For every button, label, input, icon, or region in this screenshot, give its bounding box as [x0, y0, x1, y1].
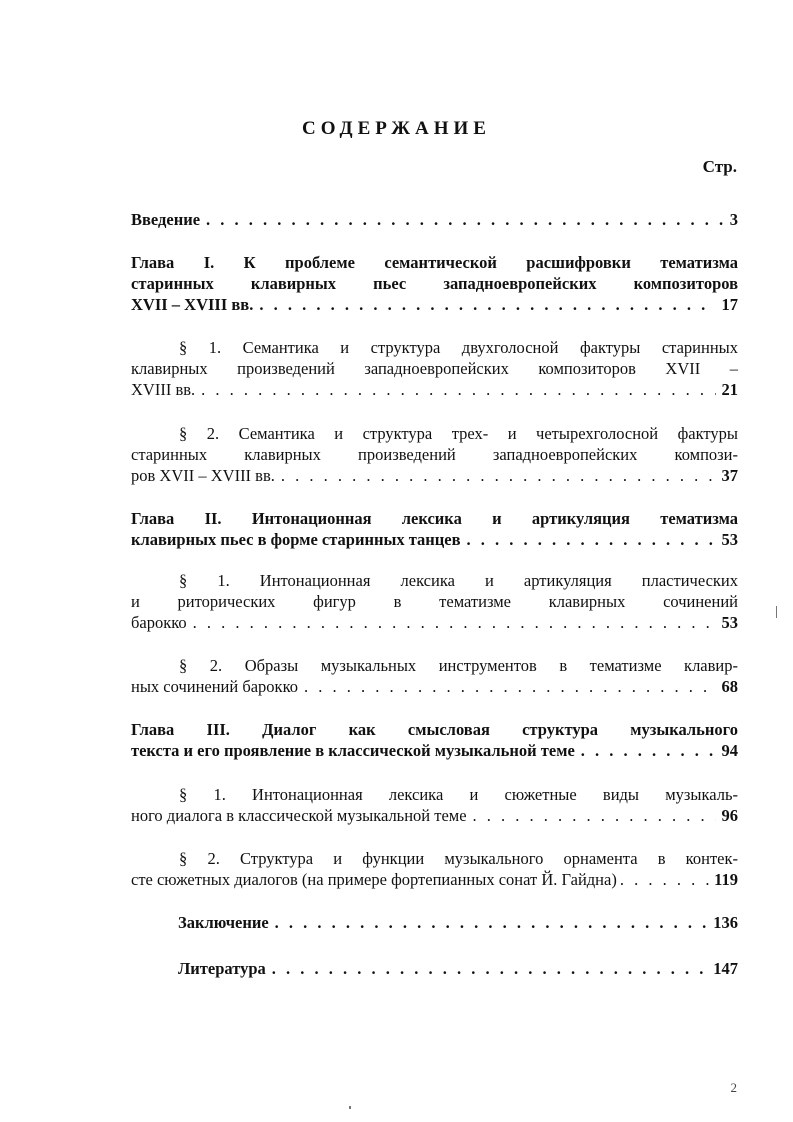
toc-leader-dots: [467, 529, 716, 550]
toc-entry-line: Глава II. Интонационная лексика и артикуляция тематизма: [131, 509, 738, 528]
toc-entry-title: ров XVII – XVIII вв.: [131, 466, 275, 485]
toc-entry-title: текста и его проявление в классической музыкальной теме: [131, 741, 575, 760]
toc-page-number: 53: [721, 613, 738, 632]
toc-page-number: 21: [721, 380, 738, 399]
toc-leader-dots: [581, 740, 716, 761]
pages-column-label: Стр.: [702, 157, 737, 176]
toc-entry-title: Заключение: [178, 913, 269, 932]
toc-entry-title: XVIII вв.: [131, 380, 196, 399]
toc-entry-title: ного диалога в классической музыкальной теме: [131, 806, 467, 825]
toc-leader-dots: [272, 958, 707, 979]
toc-entry-title: ных сочинений барокко: [131, 677, 298, 696]
toc-entry-title: Литература: [178, 959, 266, 978]
toc-page-number: 119: [714, 870, 738, 889]
toc-leader-dots: [281, 465, 716, 486]
toc-entry-title: Введение: [131, 210, 201, 229]
toc-leader-dots: [304, 676, 716, 697]
toc-leader-dots: [201, 379, 715, 400]
toc-entry-line: клавирных произведений западноевропейских композиторов XVII –: [131, 359, 738, 378]
toc-leader-dots: [193, 612, 716, 633]
toc-entry-introduction: [131, 209, 738, 230]
toc-entry-line: § 1. Интонационная лексика и артикуляция пластических: [179, 571, 738, 590]
toc-page-number: 147: [713, 959, 738, 978]
toc-entry-line: Глава III. Диалог как смысловая структура музыкального: [131, 720, 738, 739]
toc-entry-chapter-1: [131, 252, 738, 315]
toc-entry-section-3-1: [131, 784, 738, 826]
toc-entry-chapter-2: [131, 508, 738, 550]
toc-leader-dots: [620, 869, 711, 890]
toc-entry-line: старинных клавирных произведений западноевропейских компози-: [131, 445, 738, 464]
toc-entry-title: барокко: [131, 613, 187, 632]
toc-entry-line: § 1. Семантика и структура двухголосной фактуры старинных: [179, 338, 738, 357]
toc-leader-dots: [206, 209, 724, 230]
page-title: СОДЕРЖАНИЕ: [302, 118, 491, 139]
toc-leader-dots: [259, 294, 715, 315]
toc-page-number: 53: [721, 530, 738, 549]
toc-entry-title: клавирных пьес в форме старинных танцев: [131, 530, 461, 549]
toc-page-number: 68: [721, 677, 738, 696]
toc-page-number: 3: [729, 210, 738, 229]
toc-leader-dots: [275, 912, 708, 933]
toc-entry-section-2-1: [131, 570, 738, 633]
toc-entry-section-1-2: [131, 423, 738, 486]
page-number: 2: [730, 1080, 737, 1095]
toc-page-number: 136: [713, 913, 738, 932]
toc-entry-title: XVII – XVIII вв.: [131, 295, 254, 314]
toc-page-number: 94: [721, 741, 738, 760]
toc-entry-title: сте сюжетных диалогов (на примере фортепианных сонат Й. Гайдна): [131, 870, 617, 889]
toc-entry-line: и риторических фигур в тематизме клавирных сочинений: [131, 592, 738, 611]
toc-entry-line: старинных клавирных пьес западноевропейских композиторов: [131, 274, 738, 293]
toc-entry-line: § 2. Семантика и структура трех- и четырехголосной фактуры: [179, 424, 738, 443]
scan-speck: [776, 606, 777, 618]
toc-entry-bibliography: [178, 958, 738, 979]
toc-entry-section-3-2: [131, 848, 738, 890]
toc-entry-line: § 2. Образы музыкальных инструментов в тематизме клавир-: [179, 656, 738, 675]
toc-entry-line: § 1. Интонационная лексика и сюжетные виды музыкаль-: [179, 785, 738, 804]
toc-entry-section-2-2: [131, 655, 738, 697]
toc-entry-chapter-3: [131, 719, 738, 761]
toc-entry-conclusion: [178, 912, 738, 933]
toc-page-number: 17: [721, 295, 738, 314]
toc-entry-line: Глава I. К проблеме семантической расшифровки тематизма: [131, 253, 738, 272]
toc-leader-dots: [473, 805, 716, 826]
toc-page-number: 37: [721, 466, 738, 485]
toc-entry-section-1-1: [131, 337, 738, 400]
toc-entry-line: § 2. Структура и функции музыкального орнамента в контек-: [179, 849, 738, 868]
scan-speck: [349, 1106, 351, 1109]
toc-page-number: 96: [721, 806, 738, 825]
